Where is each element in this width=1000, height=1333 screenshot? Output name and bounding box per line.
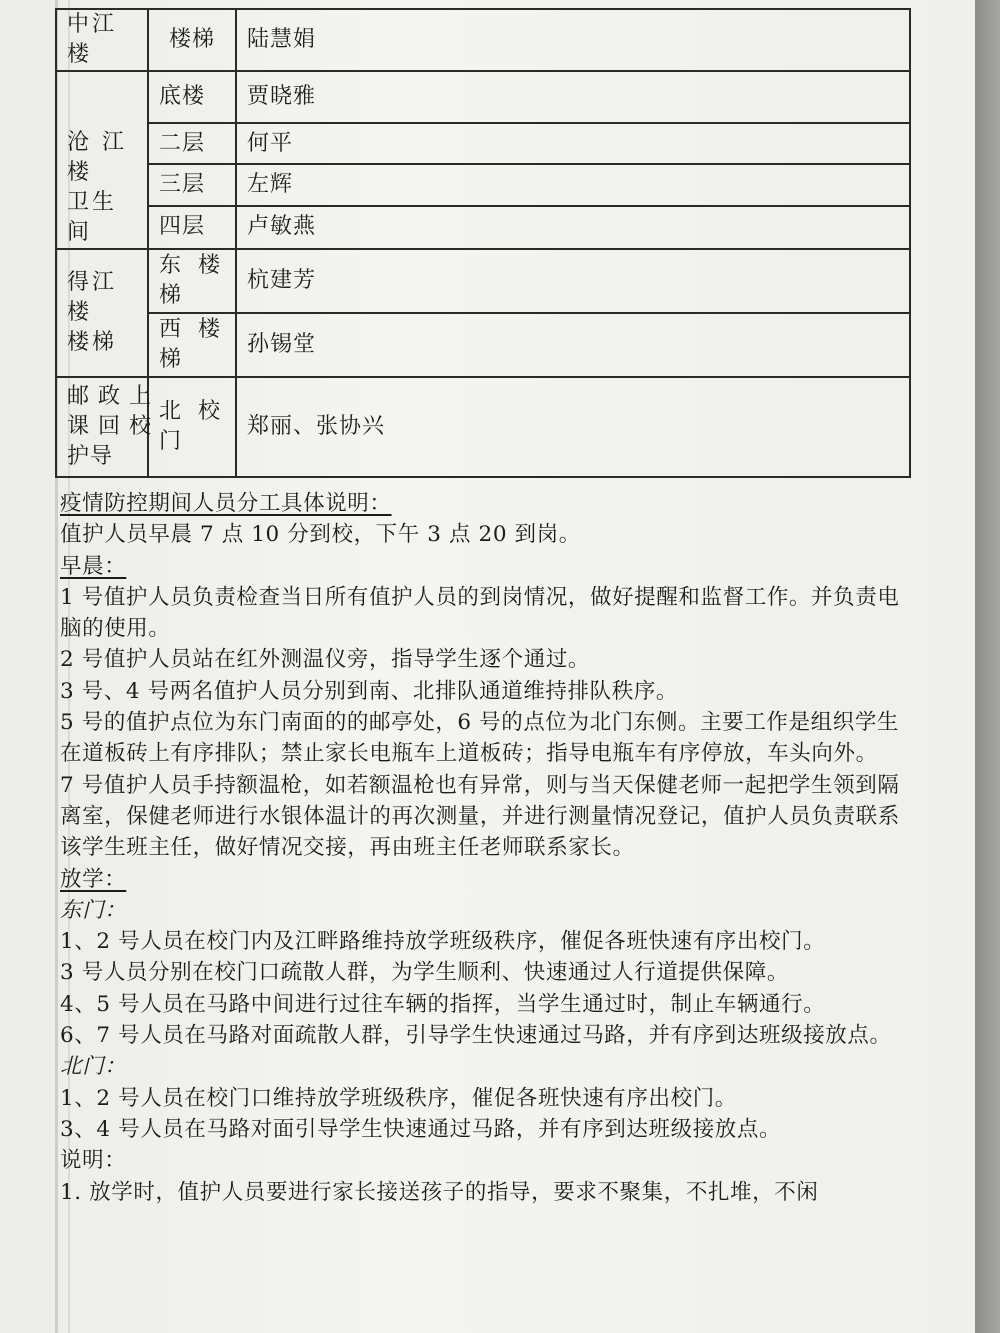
table-row <box>56 249 910 313</box>
spot-cell: 西 楼 梯 <box>148 313 236 377</box>
person-cell: 何平 <box>236 123 910 164</box>
duty-instructions <box>60 488 910 1208</box>
morning-item: 5 号的值护点位为东门南面的的邮亭处，6 号的点位为北门东侧。主要工作是组织学生在道板砖上有序排队；禁止家长电瓶车上道板砖；指导电瓶车有序停放，车头向外。 <box>60 710 900 767</box>
table-row <box>56 164 910 205</box>
person-cell: 左辉 <box>236 164 910 205</box>
spot-cell: 北 校 门 <box>148 377 236 477</box>
person-cell: 孙锡堂 <box>236 313 910 377</box>
spot-cell: 楼梯 <box>148 9 236 71</box>
dismissal-heading: 放学： <box>60 866 127 892</box>
arrival-time: 值护人员早晨 7 点 10 分到校，下午 3 点 20 到岗。 <box>60 522 581 548</box>
table-row <box>56 313 910 377</box>
area-cell: 邮 政 上 课 回 校 护导 <box>56 377 148 477</box>
east-item: 4、5 号人员在马路中间进行过往车辆的指挥，当学生通过时，制止车辆通行。 <box>60 991 826 1017</box>
note-heading: 说明： <box>60 1148 127 1174</box>
east-item: 1、2 号人员在校门内及江畔路维持放学班级秩序，催促各班快速有序出校门。 <box>60 929 826 955</box>
area-cell: 中江楼 <box>56 9 148 71</box>
east-gate-heading: 东门： <box>60 897 127 923</box>
table-row <box>56 123 910 164</box>
area-cell: 沧 江 楼 卫生间 <box>56 71 148 249</box>
table-row <box>56 9 910 71</box>
east-item: 3 号人员分别在校门口疏散人群，为学生顺利、快速通过人行道提供保障。 <box>60 960 789 986</box>
morning-item: 2 号值护人员站在红外测温仪旁，指导学生逐个通过。 <box>60 647 591 673</box>
person-cell: 郑丽、张协兴 <box>236 377 910 477</box>
table-row <box>56 206 910 249</box>
morning-item: 7 号值护人员手持额温枪，如若额温枪也有异常，则与当天保健老师一起把学生领到隔离室，保健老师进行水银体温计的再次测量，并进行测量情况登记，值护人员负责联系该学生班主任，做好情况交接，再由班主任老师联系家长。 <box>60 772 900 861</box>
spot-cell: 东 楼 梯 <box>148 249 236 313</box>
person-cell: 杭建芳 <box>236 249 910 313</box>
north-gate-heading: 北门： <box>60 1054 127 1080</box>
morning-heading: 早晨： <box>60 553 127 579</box>
person-cell: 卢敏燕 <box>236 206 910 249</box>
person-cell: 贾晓雅 <box>236 71 910 123</box>
note-item: 1. 放学时，值护人员要进行家长接送孩子的指导，要求不聚集，不扎堆，不闲 <box>60 1179 819 1205</box>
area-cell: 得江楼 楼梯 <box>56 249 148 377</box>
north-item: 3、4 号人员在马路对面引导学生快速通过马路，并有序到达班级接放点。 <box>60 1116 782 1142</box>
table-row <box>56 71 910 123</box>
morning-item: 3 号、4 号两名值护人员分别到南、北排队通道维持排队秩序。 <box>60 678 679 704</box>
spot-cell: 三层 <box>148 164 236 205</box>
table-row <box>56 377 910 477</box>
east-item: 6、7 号人员在马路对面疏散人群，引导学生快速通过马路，并有序到达班级接放点。 <box>60 1023 892 1049</box>
spot-cell: 四层 <box>148 206 236 249</box>
spot-cell: 底楼 <box>148 71 236 123</box>
section-title: 疫情防控期间人员分工具体说明： <box>60 491 392 516</box>
spot-cell: 二层 <box>148 123 236 164</box>
person-cell: 陆慧娟 <box>236 9 910 71</box>
duty-table <box>55 8 911 478</box>
north-item: 1、2 号人员在校门口维持放学班级秩序，催促各班快速有序出校门。 <box>60 1085 737 1111</box>
morning-item: 1 号值护人员负责检查当日所有值护人员的到岗情况，做好提醒和监督工作。并负责电脑的使用。 <box>60 584 900 642</box>
page-edge-shadow <box>975 0 1000 1333</box>
